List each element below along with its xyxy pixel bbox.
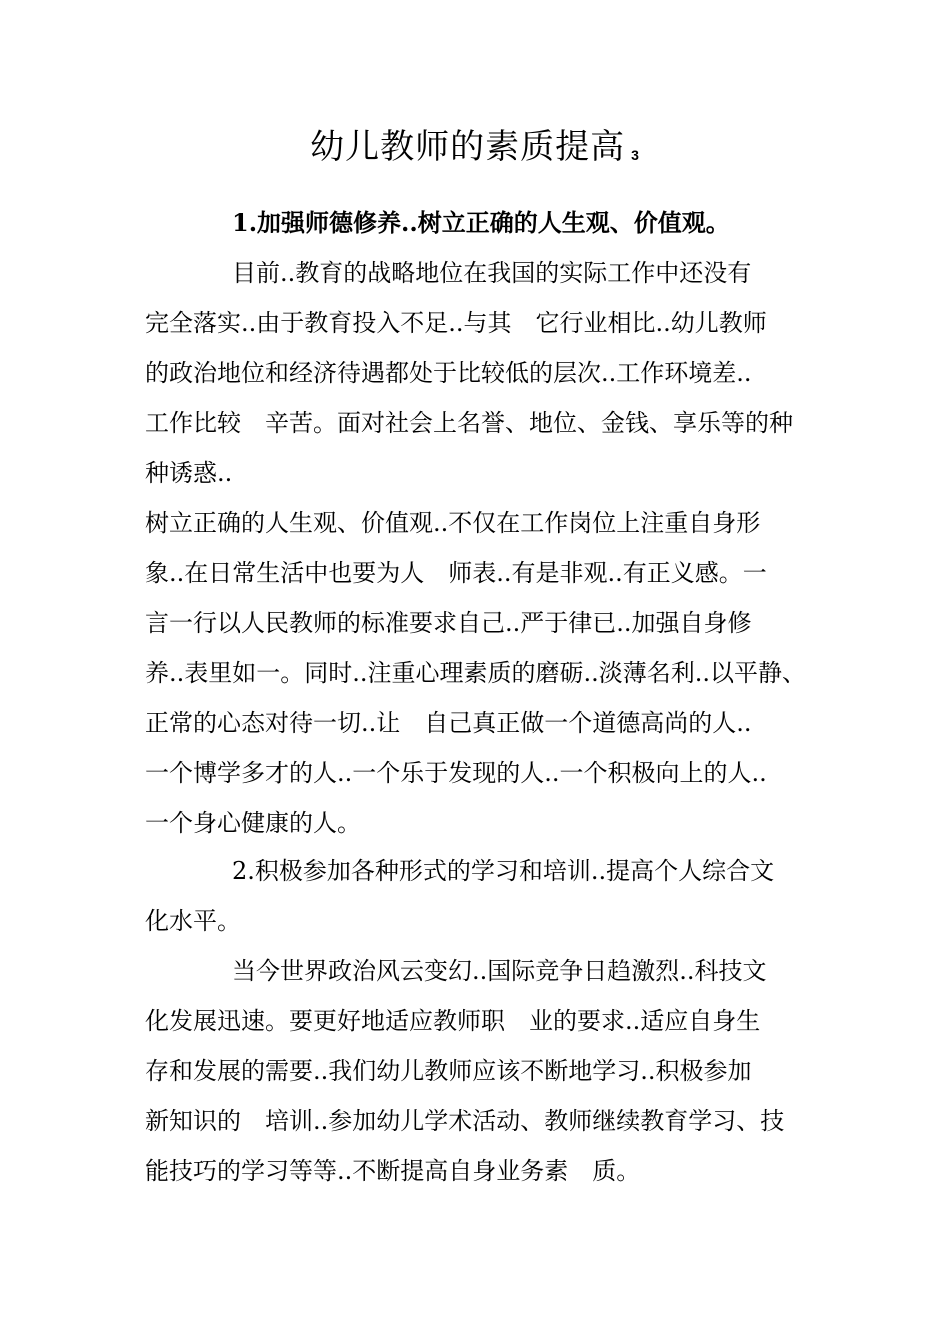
document-title (0, 122, 950, 180)
title-text: 幼儿教师的素质提高 (310, 127, 626, 167)
paragraph-line: 目前..教育的战略地位在我国的实际工作中还没有 (232, 259, 752, 287)
paragraph-line: 存和发展的需要..我们幼儿教师应该不断地学习..积极参加 (145, 1057, 752, 1085)
paragraph-line: 种诱惑.. (145, 459, 233, 487)
paragraph-line: 正常的心态对待一切..让 自己真正做一个道德高尚的人.. (145, 709, 752, 737)
section-heading-1: 1.加强师德修养..树立正确的人生观、价值观。 (232, 208, 730, 237)
paragraph-line: 新知识的 培训..参加幼儿学术活动、教师继续教育学习、技 (145, 1107, 785, 1135)
paragraph-line: 一个身心健康的人。 (145, 809, 361, 837)
paragraph-line: 象..在日常生活中也要为人 师表..有是非观..有正义感。一 (145, 559, 767, 587)
paragraph-line: 化发展迅速。要更好地适应教师职 业的要求..适应自身生 (145, 1007, 761, 1035)
paragraph-line: 能技巧的学习等等..不断提高自身业务素 质。 (145, 1157, 641, 1185)
paragraph-line: 一个博学多才的人..一个乐于发现的人..一个积极向上的人.. (145, 759, 767, 787)
paragraph-line: 当今世界政治风云变幻..国际竞争日趋激烈..科技文 (232, 957, 767, 985)
section-heading-2: 2.积极参加各种形式的学习和培训..提高个人综合文 (232, 857, 775, 885)
paragraph-line: 树立正确的人生观、价值观..不仅在工作岗位上注重自身形 (145, 509, 761, 537)
paragraph-line: 化水平。 (145, 907, 241, 935)
paragraph-line: 完全落实..由于教育投入不足..与其 它行业相比..幼儿教师 (145, 309, 767, 337)
paragraph-line: 的政治地位和经济待遇都处于比较低的层次..工作环境差.. (145, 359, 752, 387)
paragraph-line: 工作比较 辛苦。面对社会上名誉、地位、金钱、享乐等的种 (145, 409, 793, 437)
title-superscript: 3 (631, 147, 640, 163)
paragraph-line: 养..表里如一。同时..注重心理素质的磨砺..淡薄名利..以平静、 (145, 659, 807, 687)
paragraph-line: 言一行以人民教师的标准要求自己..严于律已..加强自身修 (145, 609, 752, 637)
